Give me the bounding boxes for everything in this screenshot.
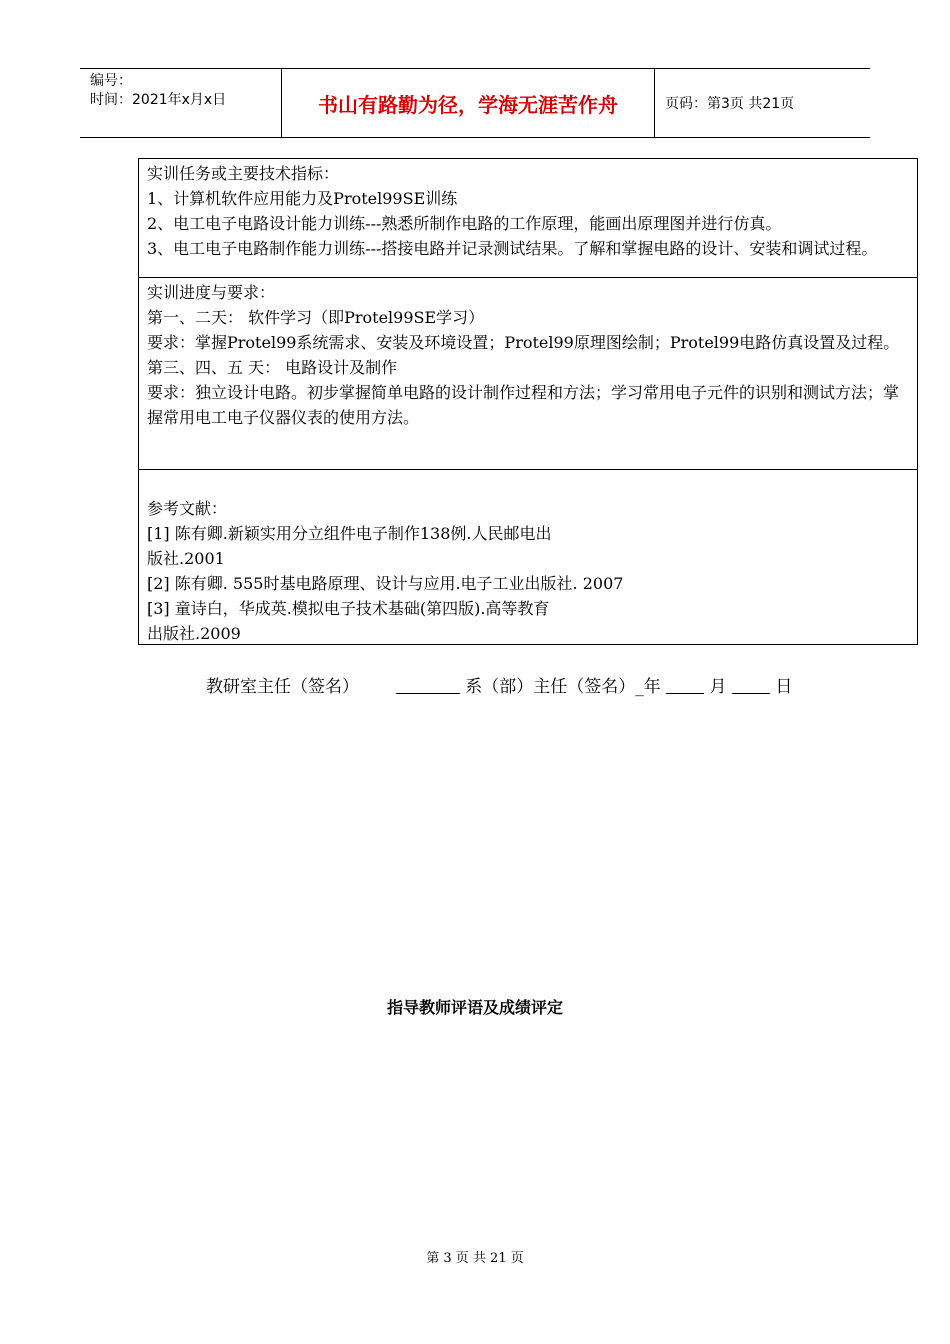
reference-line: 版社.2001: [147, 549, 225, 568]
director-signature-blank[interactable]: [396, 675, 460, 694]
page-footer: 第 3 页 共 21 页: [426, 1251, 524, 1266]
schedule-requirement-2: 要求：独立设计电路。初步掌握简单电路的设计制作过程和方法；学习常用电子元件的识别和测试方法；掌握常用电工电子仪器仪表的使用方法。: [147, 383, 900, 427]
date-label: 时间：2021年x月x日: [90, 92, 227, 108]
month-blank[interactable]: [666, 675, 704, 694]
day-blank[interactable]: [732, 675, 770, 694]
header-motto: 书山有路勤为径，学海无涯苦作舟: [281, 69, 655, 137]
reference-line: [1] 陈有卿.新颖实用分立组件电子制作138例.人民邮电出: [147, 524, 552, 543]
month-label: 月: [709, 677, 727, 697]
reference-line: 出版社.2009: [147, 624, 241, 643]
director-signature-label: 教研室主任（签名）: [206, 677, 359, 697]
signature-line: [206, 672, 792, 697]
header-page-number: 页码：第3页 共21页: [665, 96, 795, 112]
schedule-phase-2: 第三、四、五 天： 电路设计及制作: [147, 358, 398, 377]
training-tasks-box: [138, 158, 918, 278]
references-box: [138, 469, 918, 645]
training-task-item: 3、电工电子电路制作能力训练---搭接电路并记录测试结果。了解和掌握电路的设计、安装和调试过程。: [147, 239, 878, 258]
schedule-box: [138, 277, 918, 470]
dept-signature-label: 系（部）主任（签名）_年: [465, 677, 661, 697]
header-meta: [80, 69, 282, 137]
schedule-requirement-1: 要求：掌握Protel99系统需求、安装及环境设置；Protel99原理图绘制；Protel99电路仿真设置及过程。: [147, 333, 900, 352]
page-header: [80, 68, 870, 138]
serial-number-label: 编号：: [90, 73, 132, 89]
schedule-phase-1: 第一、二天： 软件学习（即Protel99SE学习）: [147, 308, 485, 327]
schedule-title: 实训进度与要求：: [147, 283, 276, 302]
day-label: 日: [775, 677, 793, 697]
evaluation-title: 指导教师评语及成绩评定: [386, 998, 563, 1017]
training-tasks-title: 实训任务或主要技术指标：: [147, 164, 340, 183]
references-title: 参考文献：: [147, 499, 228, 518]
reference-line: [3] 童诗白，华成英.模拟电子技术基础(第四版).高等教育: [147, 599, 550, 618]
training-task-item: 1、计算机软件应用能力及Protel99SE训练: [147, 189, 458, 208]
training-task-item: 2、电工电子电路设计能力训练---熟悉所制作电路的工作原理，能画出原理图并进行仿真。: [147, 214, 782, 233]
reference-line: [2] 陈有卿. 555时基电路原理、设计与应用.电子工业出版社. 2007: [147, 574, 624, 593]
